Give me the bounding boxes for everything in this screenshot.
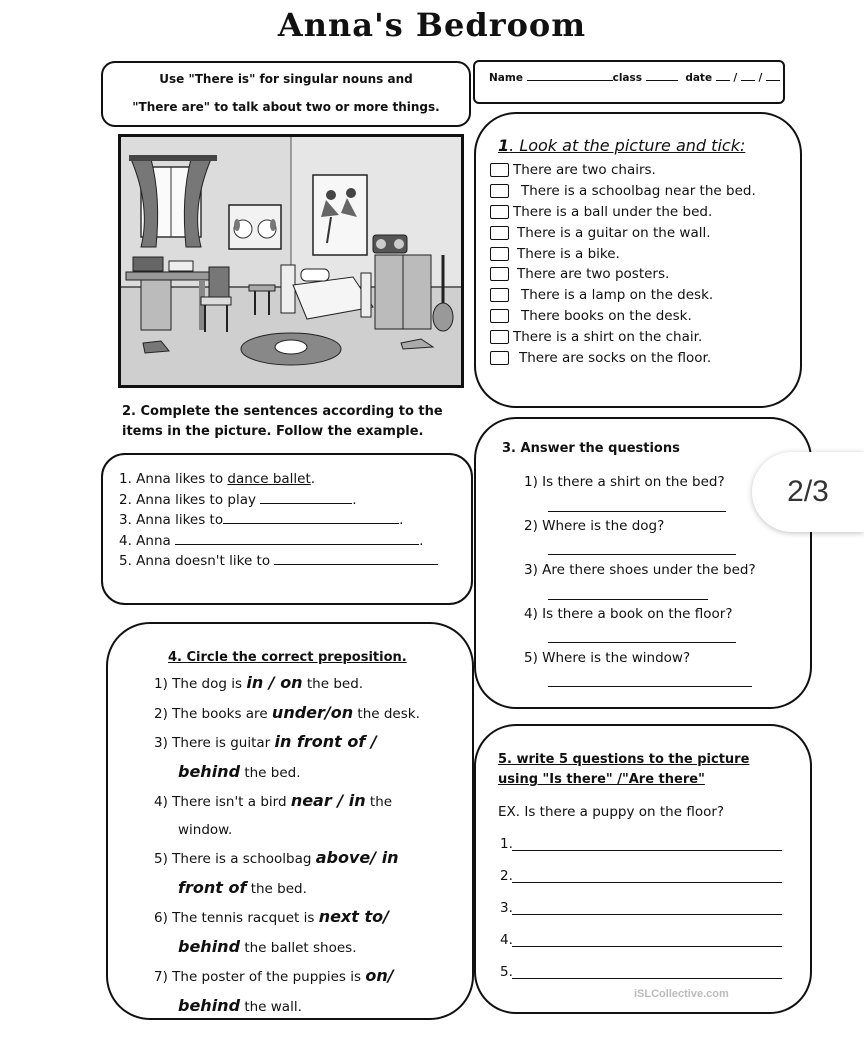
question-2: 2) Where is the dog? <box>524 518 665 534</box>
sentence-5: 5. Anna doesn't like to <box>119 551 438 572</box>
section-2-heading-line-2: items in the picture. Follow the example. <box>122 424 424 439</box>
tick-item <box>490 264 790 285</box>
tick-item-label: There are two chairs. <box>513 162 656 179</box>
bedroom-picture <box>118 134 464 388</box>
preposition-choice[interactable]: near / in <box>290 791 366 810</box>
question-write-line-4[interactable] <box>512 946 782 947</box>
question-3: 3) Are there shoes under the bed? <box>524 562 756 578</box>
tick-item <box>490 160 790 181</box>
section-2-box <box>101 453 473 605</box>
preposition-choice[interactable]: behind <box>178 761 241 781</box>
tick-checkbox[interactable] <box>490 163 509 177</box>
tick-checkbox[interactable] <box>490 247 509 261</box>
tick-list <box>490 160 790 368</box>
question-line-label-5: 5. <box>500 964 513 980</box>
date-label: date <box>685 72 713 84</box>
preposition-choice[interactable]: under/on <box>271 702 354 722</box>
preposition-item-2: 2) The books are under/on the desk. <box>154 702 420 722</box>
section-4-box <box>106 622 474 1020</box>
preposition-choice[interactable]: next to/ <box>318 907 389 926</box>
preposition-choice[interactable]: on/ <box>365 966 394 985</box>
answer-line-1[interactable] <box>548 511 726 512</box>
tick-item-label: There is a shirt on the chair. <box>513 328 703 345</box>
sentence-4: 4. Anna . <box>119 532 424 549</box>
preposition-item-3-cont: behind the bed. <box>178 761 301 781</box>
tick-checkbox[interactable] <box>490 226 509 240</box>
answer-line-4[interactable] <box>548 642 736 643</box>
section-2-heading-line-1: 2. Complete the sentences according to the <box>122 404 443 419</box>
tick-item <box>490 285 790 306</box>
preposition-choice[interactable]: above/ in <box>315 848 399 867</box>
preposition-item-4-cont: window. <box>178 821 233 838</box>
sentence-3: 3. Anna likes to . <box>119 512 404 529</box>
question-1: 1) Is there a shirt on the bed? <box>524 474 725 490</box>
answer-line-5[interactable] <box>548 686 752 687</box>
tick-item-label: There is a schoolbag near the bed. <box>521 183 756 200</box>
tick-checkbox[interactable] <box>490 288 509 302</box>
tick-item-label: There is a guitar on the wall. <box>517 224 711 241</box>
tick-checkbox[interactable] <box>490 184 509 198</box>
question-4: 4) Is there a book on the floor? <box>524 606 733 622</box>
tick-item-label: There books on the desk. <box>521 307 692 324</box>
tick-item <box>490 202 790 223</box>
section-2-heading <box>122 402 443 442</box>
class-field[interactable] <box>646 68 678 81</box>
question-write-line-1[interactable] <box>512 850 782 851</box>
tick-checkbox[interactable] <box>490 330 509 344</box>
tick-item-label: There are two posters. <box>517 266 670 283</box>
preposition-item-6: 6) The tennis racquet is next to/ <box>154 907 389 926</box>
tick-item <box>490 181 790 202</box>
tick-checkbox[interactable] <box>490 267 509 281</box>
answer-line-3[interactable] <box>548 599 708 600</box>
section-1-box <box>474 112 802 408</box>
watermark: iSLCollective.com <box>634 988 729 1000</box>
preposition-item-3: 3) There is guitar in front of / <box>154 732 377 751</box>
question-line-label-1: 1. <box>500 836 513 852</box>
question-line-label-3: 3. <box>500 900 513 916</box>
bedroom-illustration <box>121 137 461 385</box>
preposition-choice[interactable]: front of <box>178 877 247 897</box>
preposition-list <box>154 669 454 1021</box>
section-1-heading-text: . Look at the picture and tick: <box>509 136 746 155</box>
question-write-line-5[interactable] <box>512 978 782 979</box>
preposition-item-5-cont: front of the bed. <box>178 877 307 897</box>
section-3-heading: 3. Answer the questions <box>502 441 680 456</box>
preposition-item-7: 7) The poster of the puppies is on/ <box>154 966 394 985</box>
sentence-4-blank[interactable] <box>175 532 419 545</box>
tick-checkbox[interactable] <box>490 309 509 323</box>
sentence-2-blank[interactable] <box>260 491 352 504</box>
page-indicator-badge: 2/3 <box>752 452 864 532</box>
sentence-2: 2. Anna likes to play . <box>119 491 357 508</box>
tick-item <box>490 306 790 327</box>
sentence-1: 1. Anna likes to dance ballet. <box>119 471 316 487</box>
tick-item <box>490 243 790 264</box>
question-write-line-2[interactable] <box>512 882 782 883</box>
instructions-box <box>101 61 471 127</box>
tick-item <box>490 347 790 368</box>
section-5-box <box>474 724 812 1014</box>
student-info-fields <box>489 68 780 84</box>
instructions-line-1: Use "There is" for singular nouns and <box>159 72 413 86</box>
preposition-item-6-cont: behind the ballet shoes. <box>178 936 357 956</box>
question-write-line-3[interactable] <box>512 914 782 915</box>
instructions-line-2: "There are" to talk about two or more things. <box>132 100 440 114</box>
tick-checkbox[interactable] <box>490 205 509 219</box>
date-year-field[interactable] <box>766 68 780 81</box>
tick-checkbox[interactable] <box>490 351 509 365</box>
preposition-item-7-cont: behind the wall. <box>178 995 302 1015</box>
preposition-choice[interactable]: behind <box>178 936 241 956</box>
tick-item-label: There is a lamp on the desk. <box>521 287 714 304</box>
class-label: class <box>612 72 643 84</box>
student-info-box <box>473 60 785 104</box>
example-answer: dance ballet <box>227 471 311 487</box>
preposition-item-5: 5) There is a schoolbag above/ in <box>154 848 399 867</box>
date-separator: / <box>733 72 738 84</box>
tick-item-label: There is a ball under the bed. <box>513 203 713 220</box>
tick-item <box>490 326 790 347</box>
question-5: 5) Where is the window? <box>524 650 691 666</box>
section-5-heading <box>498 750 749 790</box>
section-1-heading <box>498 136 745 155</box>
section-4-heading: 4. Circle the correct preposition. <box>168 650 407 665</box>
date-separator: / <box>758 72 763 84</box>
section-5-example: EX. Is there a puppy on the floor? <box>498 804 725 820</box>
sentence-list <box>119 469 438 572</box>
section-5-heading-line-1: 5. write 5 questions to the picture <box>498 752 750 767</box>
answer-line-2[interactable] <box>548 554 736 555</box>
question-line-label-4: 4. <box>500 932 513 948</box>
sentence-3-blank[interactable] <box>223 511 399 524</box>
section-5-heading-line-2: using "Is there" /"Are there" <box>498 772 705 787</box>
preposition-choice[interactable]: in front of / <box>274 732 377 751</box>
preposition-choice[interactable]: behind <box>178 995 241 1015</box>
preposition-item-1: 1) The dog is in / on the bed. <box>154 673 364 692</box>
name-field[interactable] <box>527 68 613 81</box>
section-1-number: 1 <box>498 136 510 155</box>
tick-item-label: There are socks on the floor. <box>519 349 712 366</box>
preposition-item-4: 4) There isn't a bird near / in the <box>154 791 393 810</box>
name-label: Name <box>489 72 523 84</box>
question-line-label-2: 2. <box>500 868 513 884</box>
section-3-box <box>474 417 812 709</box>
tick-item <box>490 222 790 243</box>
tick-item-label: There is a bike. <box>517 245 620 262</box>
preposition-choice[interactable]: in / on <box>246 673 303 692</box>
worksheet-title: Anna's Bedroom <box>277 6 587 44</box>
date-month-field[interactable] <box>741 68 755 81</box>
date-day-field[interactable] <box>716 68 730 81</box>
sentence-5-blank[interactable] <box>274 552 438 565</box>
